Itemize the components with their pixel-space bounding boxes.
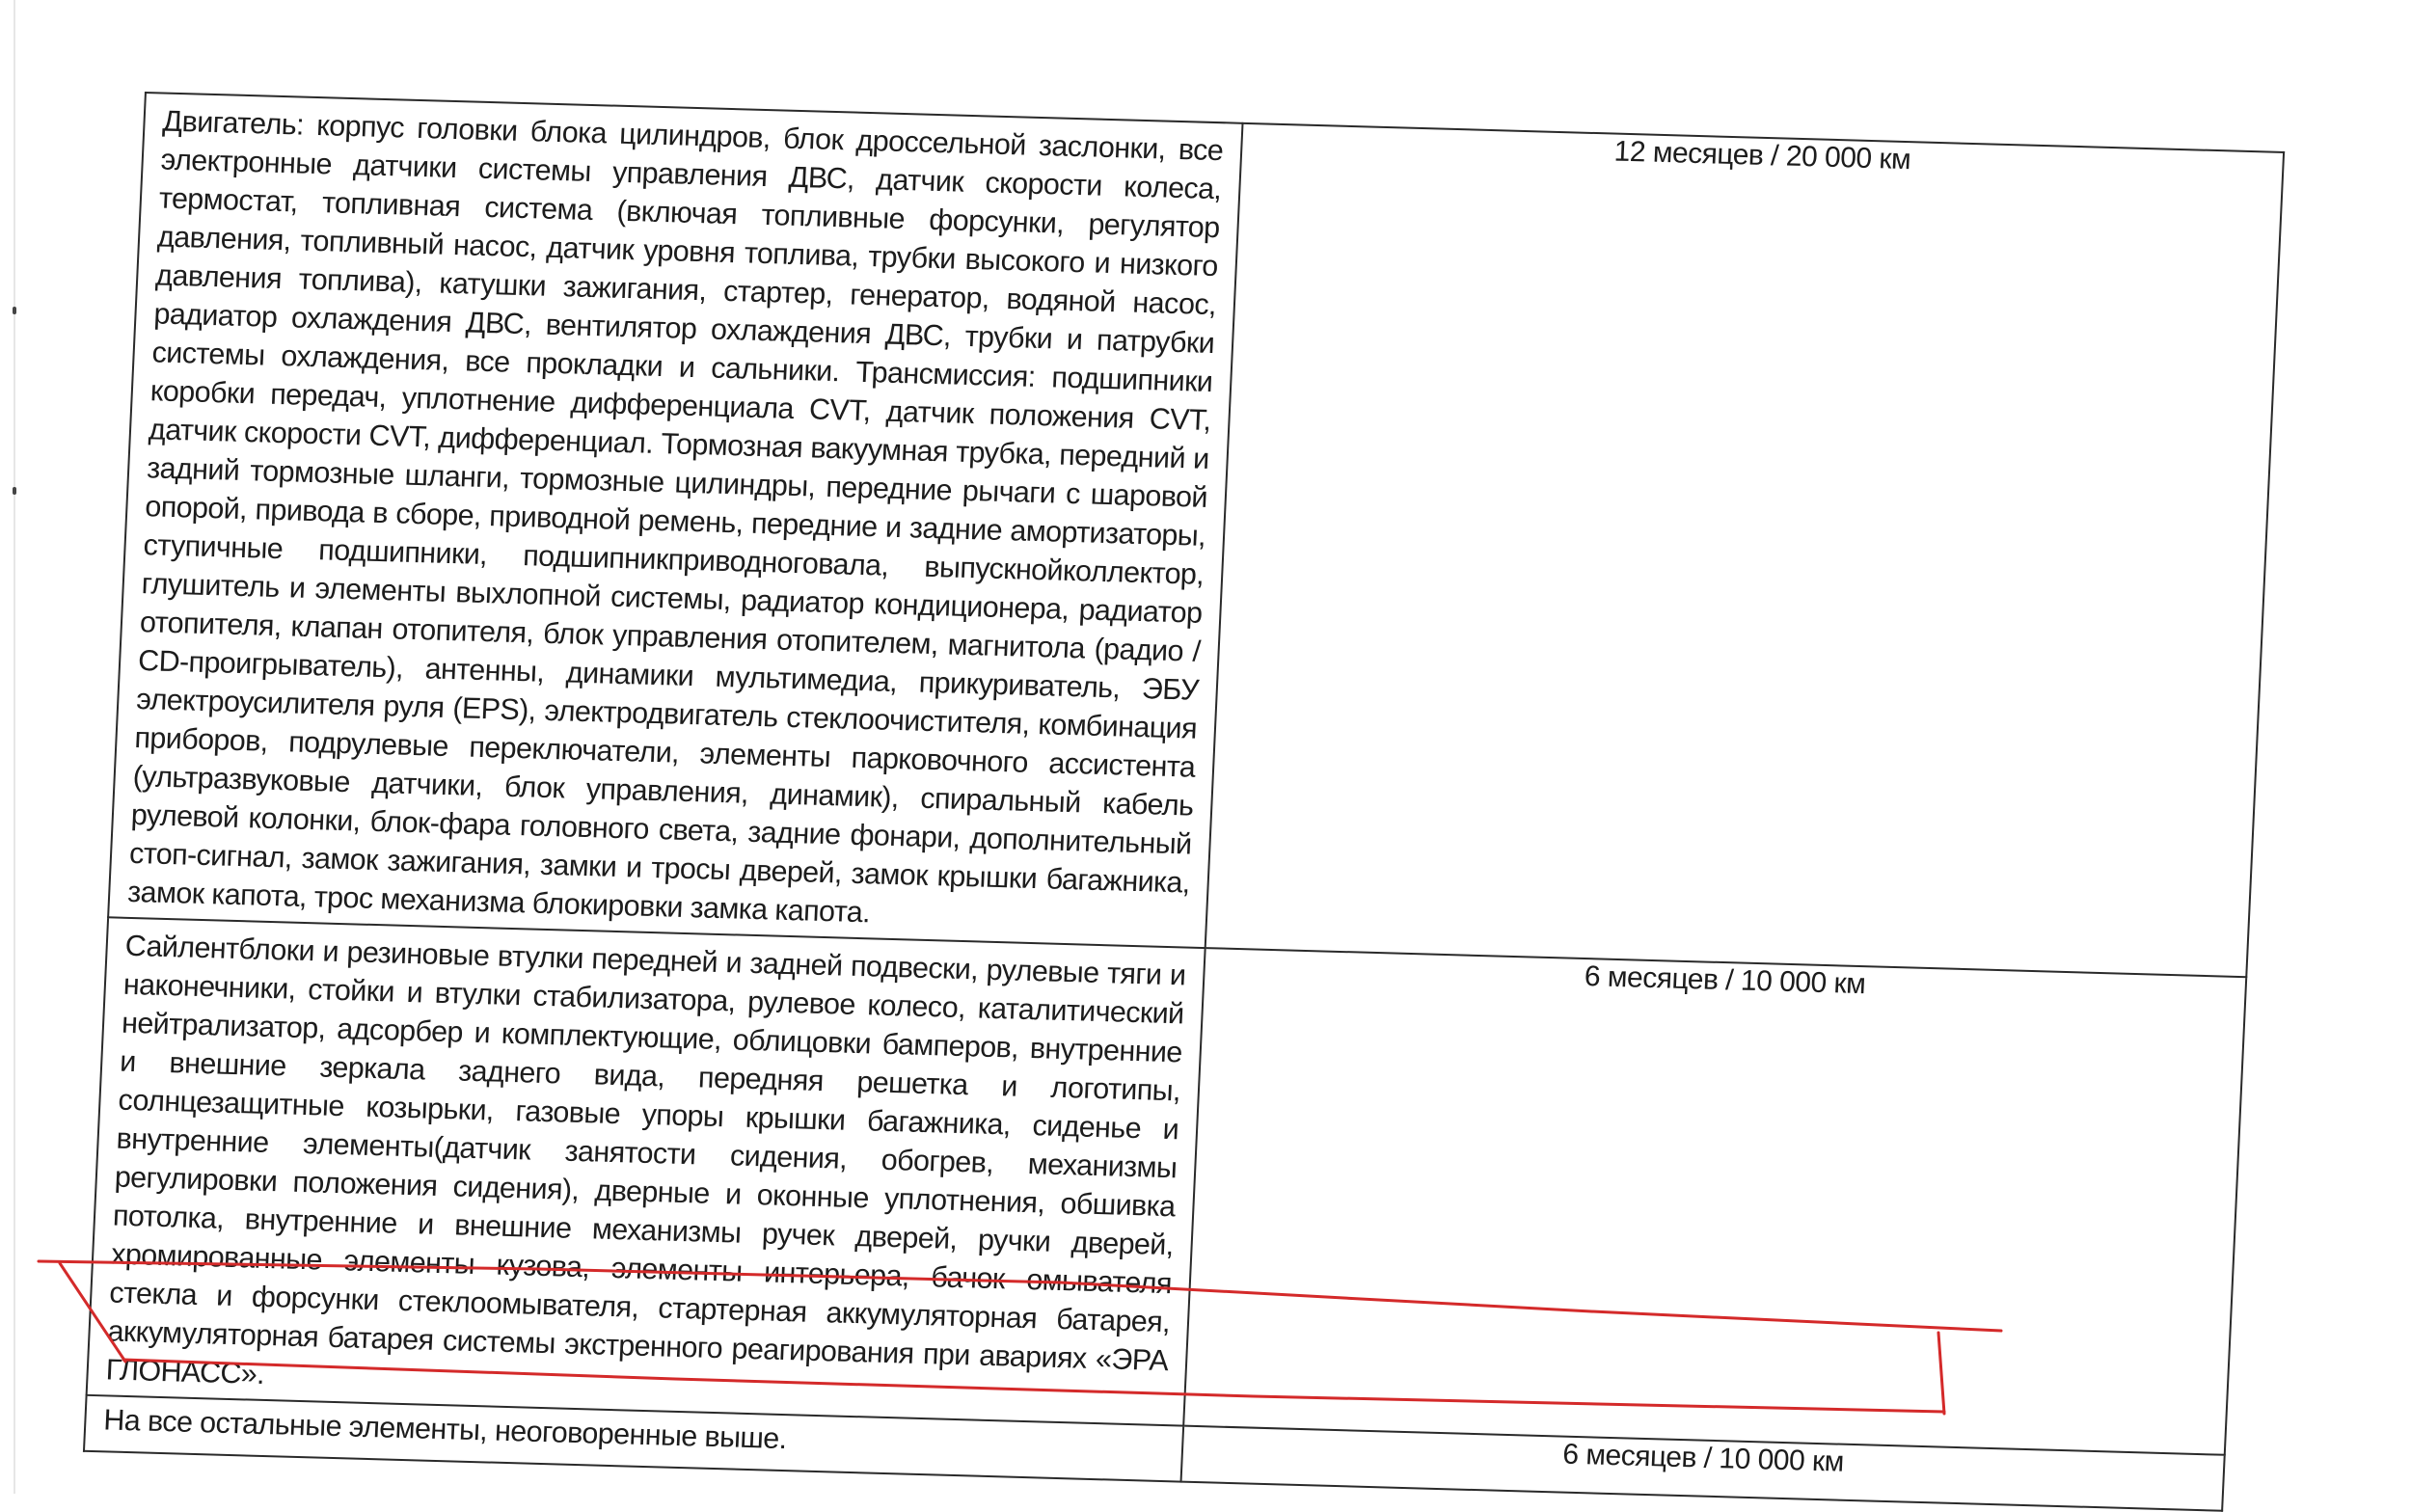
components-cell: На все остальные элементы, неоговоренные выше. [84,1395,1183,1482]
components-cell: Сайлентблоки и резиновые втулки передней и задней подвески, рулевые тяги и наконечники, стойки и втулки стабилизатора, рулевое колесо, каталитический нейтрализатор, адсорбер и комплектующие, облицовки бамперов, внутренние и внешние зеркала заднего вида, передняя решетка и логотипы, солнцезащитные козырьки, газовые упоры крышки багажника, сиденье и внутренние элементы(датчик занятости сидения, обогрев, механизмы регулировки положения сидения), дверные и оконные уплотнения, обшивка потолка, внутренние и внешние механизмы ручек дверей, ручки дверей, хромированные элементы кузова, элементы интерьера, бачок омывателя стекла и форсунки стеклоомывателя, стартерная аккумуляторная батарея, аккумуляторная батарея системы экстренного реагирования при авариях «ЭРА ГЛОНАСС». [87,917,1206,1425]
warranty-period-cell: 12 месяцев / 20 000 км [1206,123,2284,977]
warranty-period-cell: 6 месяцев / 10 000 км [1181,1426,2225,1511]
red-mark-right-tick [1938,1333,1944,1414]
warranty-period-cell: 6 месяцев / 10 000 км [1183,948,2246,1455]
components-cell: Двигатель: корпус головки блока цилиндров, блок дроссельной заслонки, все электронные датчики системы управления ДВС, датчик скорости колеса, термостат, топливная система (включая топливные форсунки, регулятор давления, топливный насос, датчик уровня топлива, трубки высокого и низкого давления топлива), катушки зажигания, стартер, генератор, водяной насос, радиатор охлаждения ДВС, вентилятор охлаждения ДВС, трубки и патрубки системы охлаждения, все прокладки и сальники. Трансмиссия: подшипники коробки передач, уплотнение дифференциала CVT, датчик положения CVT, датчик скорости CVT, дифференциал. Тормозная вакуумная трубка, передний и задний тормозные шланги, тормозные цилиндры, передние рычаги с шаровой опорой, привода в сборе, приводной ремень, передние и задние амортизаторы, ступичные подшипники, подшипникприводноговала, выпускнойколлектор, глушитель и элементы выхлопной системы, радиатор кондиционера, радиатор отопителя, клапан отопителя, блок управления отопителем, магнитола (радио / CD-проигрыватель), антенны, динамики мультимедиа, прикуриватель, ЭБУ электроусилителя руля (EPS), электродвигатель стеклоочистителя, комбинация приборов, подрулевые переключатели, элементы парковочного ассистента (ультразвуковые датчики, блок управления, динамик), спиральный кабель рулевой колонки, блок-фара головного света, задние фонари, дополнительный стоп-сигнал, замок зажигания, замки и тросы дверей, замок крышки багажника, замок капота, трос механизма блокировки замка капота. [108,93,1242,948]
red-mark-top-line [39,1261,2001,1331]
red-mark-left-diagonal [60,1263,125,1362]
red-mark-bottom-line [123,1360,1944,1412]
